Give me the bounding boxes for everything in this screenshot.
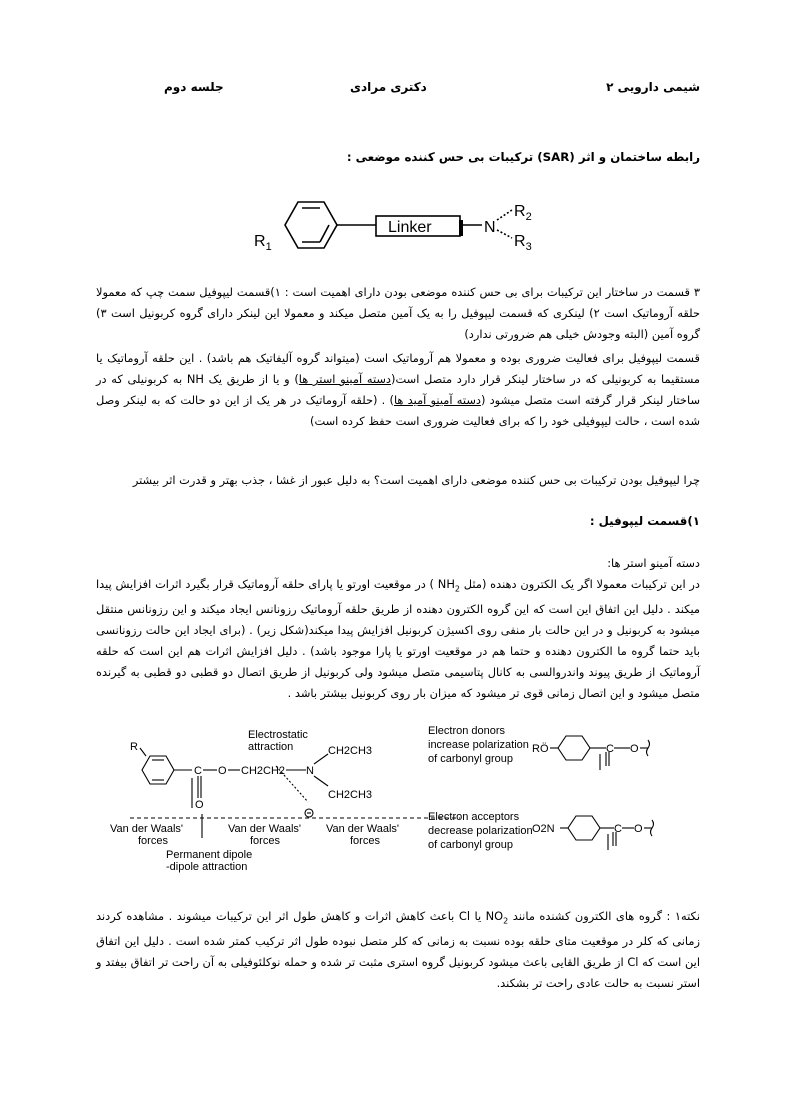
- paragraph-1: ۳ قسمت در ساختار این ترکیبات برای بی حس کننده موضعی بودن دارای اهمیت است : ۱)قسمت لیپوفیل سمت چپ که معمولا حلقه آروماتیک است ۲) لینکری که قسمت لیپوفیل را به یک آمین متصل میکند و معمولا این لینکر دارای گروه کربونیل است ۳) گروه آمین (البته وجودش خیلی هم ضرورتی ندارد): [96, 285, 701, 341]
- sar-general-structure: [240, 192, 580, 262]
- o2n-label: O2N: [532, 823, 555, 835]
- r3-label: $R_3$: [514, 233, 532, 253]
- fig-o-carbonyl: O: [195, 799, 204, 811]
- fig-ch2ch3-top: CH2CH3: [328, 745, 373, 757]
- o-right-1: O: [630, 743, 639, 755]
- ro-label: RÖ: [532, 743, 549, 755]
- note-1: نکته۱ : گروه های الکترون کشنده مانند $NO_2$ یا Cl باعث کاهش اثرات و کاهش طول اثر این ترکیبات میشوند . مشاهده کردند زمانی که کلر در موقعیت متای حلقه بوده نسبت به زمانی که کلر متصل نبوده طول اثر ترکیب کمتر شده است . دلیل این اتفاق این است که Cl از طریق القایی باعث میشود کربونیل گروه استری مثبت تر شده و حمله نوکلئوفیلی به آن راحت تر اتفاق بیفتد و استر نسبت به حالت عادی راحت تر بشکند.: [96, 909, 700, 991]
- vdw-3-forces: forces: [350, 835, 380, 847]
- paragraph-4: در این ترکیبات معمولا اگر یک الکترون دهنده (مثل $NH_2$ ) در موقعیت اورتو یا پارای حلقه آروماتیک قرار بگیرد اثرات افزایش پیدا میکند . دلیل این اتفاق این است که این گروه الکترون دهنده از طریق حلقه آروماتیک رزونانس ایجاد میکند و این رزونانس منتقل میشود به کربونیل و در این حالت بار منفی روی اکسیژن کربونیل افزایش پیدا میکند(شکل زیر) . (برای ایجاد این حالت رزونانسی باید حتما گروه ما الکترون دهنده و حتما هم در موقعیت اورتو یا پارا موجود باشد) . دلیل افزایش اثرات هم این است که حلقه آروماتیک از طریق پیوند واندروالسی به کانال پتاسیمی متصل میشود ولی کربونیل از طریق اتصال دو قطبی دو قطبی به گیرنده متصل میشود و این اتصال زمانی قوی تر میشود که میزان بار روی کربونیل بیشتر باشد .: [96, 577, 700, 701]
- vdw-1-forces: forces: [138, 835, 168, 847]
- o-right-2: O: [634, 823, 643, 835]
- fig-ch2ch2-label: CH2CH2: [241, 765, 286, 777]
- fig-r-label: R: [130, 741, 138, 753]
- session-label: جلسه دوم: [164, 80, 224, 94]
- dipole-label-2: -dipole attraction: [166, 861, 248, 873]
- electrostatic-label: Electrostatic: [248, 729, 308, 741]
- linker-label: Linker: [388, 219, 432, 236]
- amino-amide-underline: دسته آمینو آمید ها: [393, 393, 481, 407]
- course-title: شیمی دارویی ۲: [606, 80, 700, 94]
- r2-label: $R_2$: [514, 203, 532, 223]
- vdw-2-forces: forces: [250, 835, 280, 847]
- fig-c-label: C: [194, 765, 202, 777]
- fig-o-ester-label: O: [218, 765, 227, 777]
- paragraph-3: چرا لیپوفیل بودن ترکیبات بی حس کننده موضعی دارای اهمیت است؟ به دلیل عبور از غشا ، جذب بهتر و قدرت اثر بیشتر: [132, 473, 700, 487]
- vdw-2-label: Van der Waals': [228, 823, 302, 835]
- amine-n-label: N: [484, 219, 496, 236]
- right-ring-1: [558, 736, 590, 760]
- attraction-label: attraction: [248, 741, 294, 753]
- section-title: رابطه ساختمان و اثر (SAR) ترکیبات بی حس کننده موضعی :: [346, 150, 700, 164]
- donors-label-3: of carbonyl group: [428, 753, 513, 765]
- dipole-label-1: Permanent dipole: [166, 849, 253, 861]
- r1-label: $R_1$: [254, 233, 272, 253]
- amino-ester-heading: دسته آمینو استر ها:: [607, 556, 700, 570]
- vdw-1-label: Van der Waals': [110, 823, 184, 835]
- acceptors-label-2: decrease polarization: [428, 825, 533, 837]
- acceptors-label-3: of carbonyl group: [428, 839, 513, 851]
- teacher-name: دکتری مرادی: [350, 80, 427, 94]
- donors-label-1: Electron donors: [428, 725, 506, 737]
- ester-interaction-figure: [100, 720, 700, 880]
- right-ring-2: [568, 816, 600, 840]
- benzene-ring: [285, 202, 337, 248]
- amino-ester-underline: دسته آمینو استر ها: [298, 372, 392, 386]
- c-right-1: C: [606, 743, 614, 755]
- paragraph-2: قسمت لیپوفیل برای فعالیت ضروری بوده و معمولا هم آروماتیک است (میتواند گروه آلیفاتیک هم باشد) . این حلقه آروماتیک یا مستقیما به کربونیلی که در ساختار لینکر قرار دارد متصل است(دسته آمینو استر ها) و یا از طریق یک NH به کربونیلی که در ساختار لینکر قرار گرفته است متصل میشود (دسته آمینو آمید ها) . (حلقه آروماتیک در هر یک از این دو حالت که به لینکر وصل شده است ، حالت لیپوفیلی خود را که برای فعالیت ضروری است حفظ کرده است): [96, 351, 700, 428]
- vdw-3-label: Van der Waals': [326, 823, 400, 835]
- fig-n-label: N: [306, 765, 314, 777]
- c-right-2: C: [614, 823, 622, 835]
- lipophilic-section-title: ۱)قسمت لیپوفیل :: [589, 514, 700, 528]
- donors-label-2: increase polarization: [428, 739, 529, 751]
- fig-ch2ch3-bottom: CH2CH3: [328, 789, 373, 801]
- page-header: [100, 80, 700, 100]
- acceptors-label-1: Electron acceptors: [428, 811, 520, 823]
